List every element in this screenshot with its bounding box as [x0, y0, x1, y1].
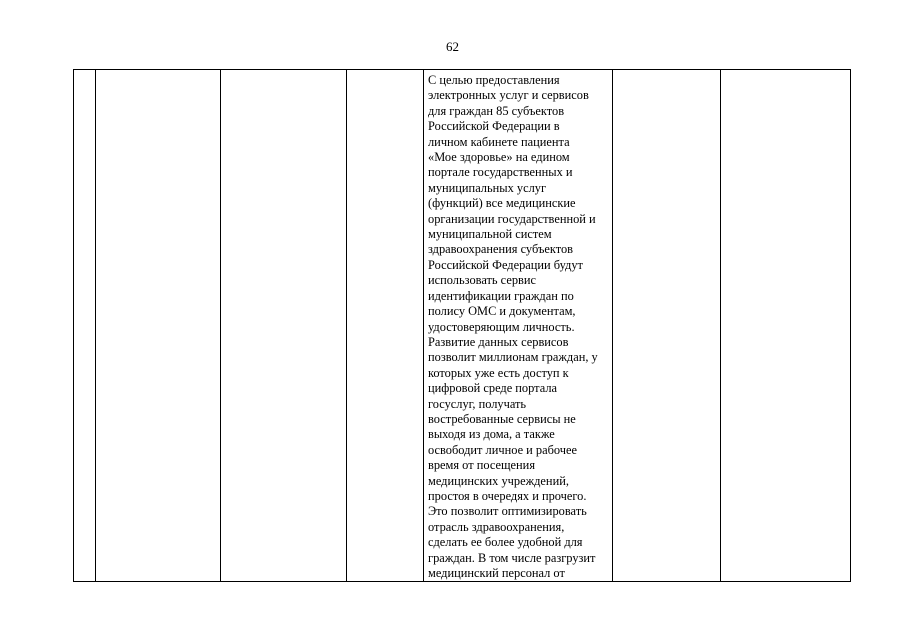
table-cell-empty: [221, 70, 347, 582]
description-line: Развитие данных сервисов: [428, 334, 569, 349]
description-line: Российской Федерации будут: [428, 257, 583, 272]
description-line: цифровой среде портала: [428, 381, 558, 396]
description-line: простоя в очередях и прочего.: [428, 488, 587, 503]
description-line: (функций) все медицинские: [428, 196, 576, 211]
table-cell-empty: [721, 70, 851, 582]
description-line: медицинский персонал от: [428, 566, 565, 580]
description-line: граждан. В том числе разгрузит: [428, 550, 596, 565]
description-line: организации государственной и: [428, 211, 596, 226]
description-line: портале государственных и: [428, 165, 573, 180]
description-line: сделать ее более удобной для: [428, 535, 583, 550]
description-line: муниципальной систем: [428, 227, 552, 242]
table-cell-empty: [613, 70, 721, 582]
description-line: госуслуг, получать: [428, 396, 527, 411]
description-line: личном кабинете пациента: [428, 134, 570, 149]
description-line: позволит миллионам граждан, у: [428, 350, 598, 365]
description-line: полису ОМС и документам,: [428, 304, 576, 319]
description-text: [428, 73, 609, 581]
description-line: медицинских учреждений,: [428, 473, 569, 488]
description-line: для граждан 85 субъектов: [428, 103, 565, 118]
description-line: отрасль здравоохранения,: [428, 519, 565, 534]
document-table: [73, 69, 851, 582]
description-line: С целью предоставления: [428, 73, 560, 87]
description-line: здравоохранения субъектов: [428, 242, 574, 257]
description-line: Это позволит оптимизировать: [428, 504, 587, 519]
description-line: время от посещения: [428, 458, 536, 473]
description-line: муниципальных услуг: [428, 180, 547, 195]
description-line: удостоверяющим личность.: [428, 319, 575, 334]
description-line: выходя из дома, а также: [428, 427, 555, 442]
page-number: 62: [446, 39, 459, 54]
table-cell-empty: [347, 70, 424, 582]
table-cell-description: [424, 70, 613, 582]
table-cell-empty: [96, 70, 221, 582]
description-line: которых уже есть доступ к: [428, 365, 569, 380]
description-line: Российской Федерации в: [428, 119, 560, 134]
table-cell-number: [74, 70, 96, 582]
description-line: идентификации граждан по: [428, 288, 574, 303]
table-row: [74, 70, 851, 582]
description-line: электронных услуг и сервисов: [428, 88, 589, 103]
description-line: освободит личное и рабочее: [428, 442, 578, 457]
description-line: «Мое здоровье» на едином: [428, 150, 570, 165]
description-line: использовать сервис: [428, 273, 537, 288]
description-line: востребованные сервисы не: [428, 411, 576, 426]
